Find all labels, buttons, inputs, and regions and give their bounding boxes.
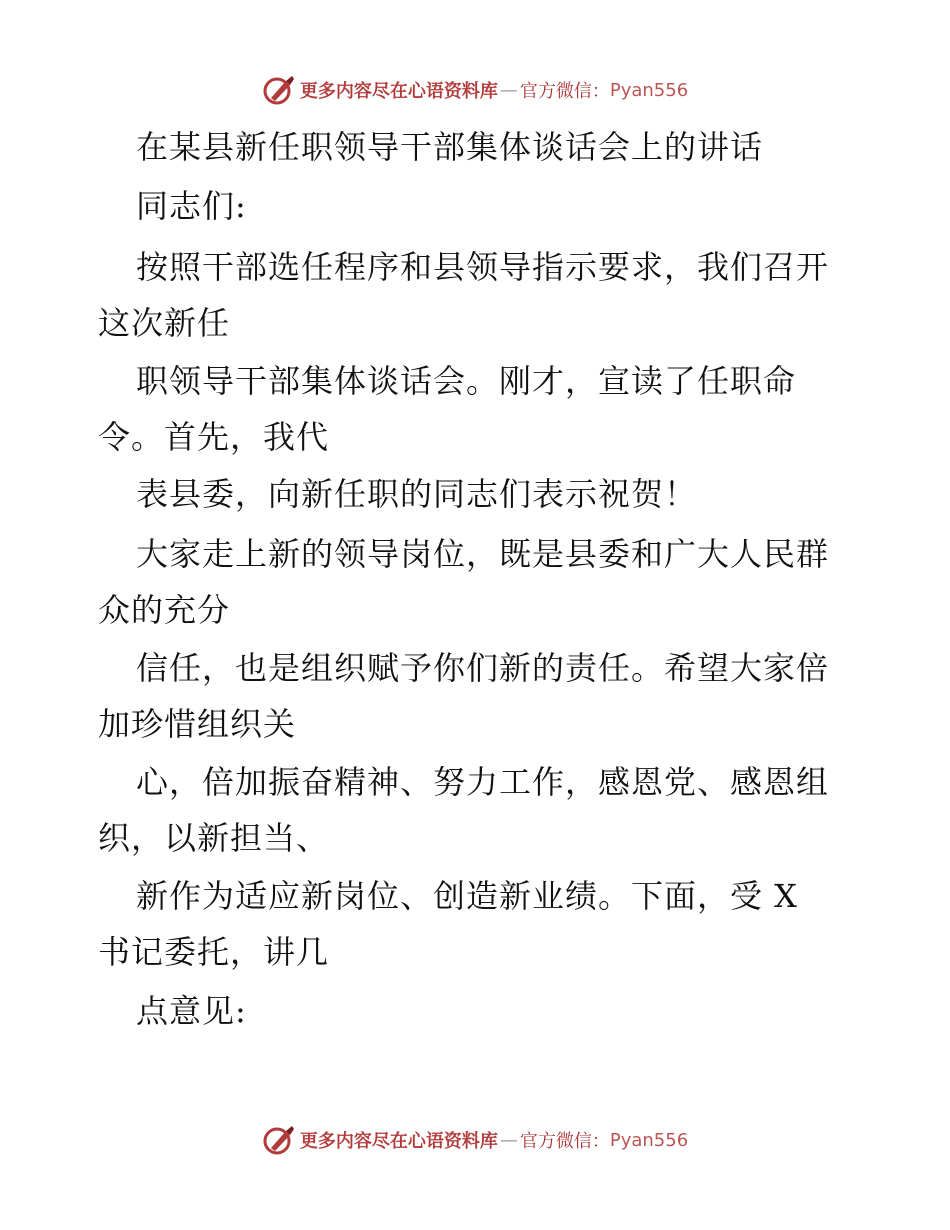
paragraph-line: 加珍惜组织关 (98, 705, 297, 743)
document-title: 在某县新任职领导干部集体谈话会上的讲话 (136, 128, 764, 166)
paragraph-line: 新作为适应新岗位、创造新业绩。下面，受 X (136, 877, 798, 915)
watermark-wechat-id: Pyan556 (609, 79, 689, 101)
watermark-wechat-id: Pyan556 (609, 1129, 689, 1151)
paragraph-line: 这次新任 (98, 304, 231, 342)
paragraph-line: 众的充分 (98, 591, 231, 629)
watermark-footer (0, 1118, 950, 1162)
pen-logo-icon (262, 73, 296, 107)
paragraph-line: 表县委，向新任职的同志们表示祝贺！ (136, 475, 698, 513)
paragraph-line: 大家走上新的领导岗位，既是县委和广大人民群 (136, 535, 830, 573)
paragraph-line: 心，倍加振奋精神、努力工作，感恩党、感恩组 (136, 763, 830, 801)
paragraph-line: 点意见: (136, 992, 247, 1030)
paragraph-line: 按照干部选任程序和县领导指示要求，我们召开 (136, 248, 830, 286)
watermark-label: 官方微信： (519, 81, 610, 102)
paragraph-line: 信任，也是组织赋予你们新的责任。希望大家倍 (136, 649, 830, 687)
paragraph-line: 令。首先，我代 (98, 418, 330, 456)
pen-logo-icon (262, 1123, 296, 1157)
paragraph-line: 织，以新担当、 (98, 819, 330, 857)
watermark-title: 更多内容尽在心语资料库 (299, 81, 498, 102)
watermark-label: 官方微信： (519, 1131, 610, 1152)
paragraph-line: 职领导干部集体谈话会。刚才，宣读了任职命 (136, 362, 797, 400)
watermark-title: 更多内容尽在心语资料库 (299, 1131, 498, 1152)
watermark-separator: — (499, 1129, 518, 1151)
watermark-separator: — (499, 79, 518, 101)
paragraph-line: 书记委托，讲几 (98, 933, 330, 971)
salutation: 同志们: (136, 187, 247, 225)
watermark-header (0, 68, 950, 112)
